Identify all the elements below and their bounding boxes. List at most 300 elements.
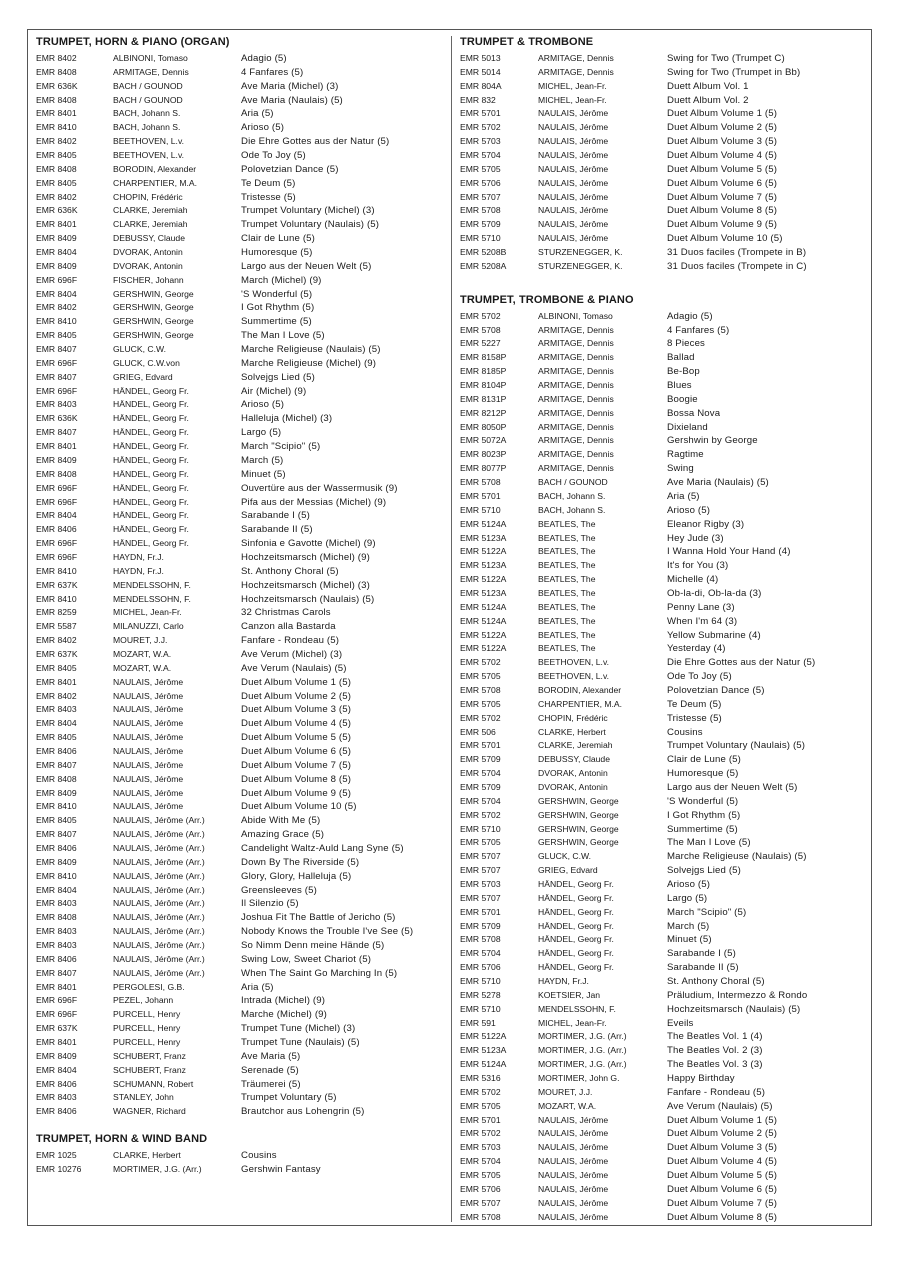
composer: NAULAIS, Jérôme bbox=[113, 787, 184, 798]
work-title: Tristesse (5) bbox=[241, 191, 296, 203]
composer: NAULAIS, Jérôme (Arr.) bbox=[113, 856, 205, 867]
catalog-row bbox=[36, 274, 446, 288]
work-title: March (Michel) (9) bbox=[241, 274, 322, 286]
catalog-number: EMR 8409 bbox=[36, 856, 77, 867]
catalog-row bbox=[36, 149, 446, 163]
catalog-number: EMR 5710 bbox=[460, 504, 501, 515]
work-title: Duet Album Volume 4 (5) bbox=[667, 150, 778, 162]
work-title: Duet Album Volume 8 (5) bbox=[667, 1211, 778, 1223]
work-title: Trumpet Voluntary (Naulais) (5) bbox=[667, 740, 806, 752]
catalog-number: EMR 5122A bbox=[460, 574, 507, 585]
work-title: Te Deum (5) bbox=[667, 698, 722, 710]
catalog-row bbox=[460, 573, 865, 587]
catalog-row bbox=[460, 365, 865, 379]
composer: NAULAIS, Jérôme (Arr.) bbox=[113, 870, 205, 881]
work-title: Largo (5) bbox=[667, 892, 708, 904]
catalog-row bbox=[36, 953, 446, 967]
composer: NAULAIS, Jérôme bbox=[538, 233, 609, 244]
composer: NAULAIS, Jérôme bbox=[538, 219, 609, 230]
work-title: Träumerei (5) bbox=[241, 1078, 301, 1090]
composer: NAULAIS, Jérôme bbox=[538, 1128, 609, 1139]
work-title: St. Anthony Choral (5) bbox=[241, 565, 339, 577]
composer: ARMITAGE, Dennis bbox=[538, 53, 614, 63]
composer: BACH, Johann S. bbox=[538, 490, 606, 501]
work-title: Amazing Grace (5) bbox=[241, 829, 325, 841]
catalog-row bbox=[460, 629, 865, 643]
work-title: Duet Album Volume 1 (5) bbox=[241, 676, 352, 688]
catalog-number: EMR 5122A bbox=[460, 546, 507, 557]
catalog-number: EMR 8405 bbox=[36, 662, 77, 673]
composer: ARMITAGE, Dennis bbox=[113, 66, 189, 77]
catalog-row bbox=[36, 163, 446, 177]
catalog-number: EMR 8407 bbox=[36, 344, 77, 355]
catalog-number: EMR 5702 bbox=[460, 1128, 501, 1139]
catalog-number: EMR 8406 bbox=[36, 842, 77, 853]
catalog-row bbox=[36, 745, 446, 759]
composer: PURCELL, Henry bbox=[113, 1023, 181, 1034]
work-title: Duet Album Volume 9 (5) bbox=[667, 219, 778, 231]
catalog-row bbox=[460, 337, 865, 351]
catalog-row bbox=[36, 94, 446, 108]
catalog-number: EMR 5703 bbox=[460, 136, 501, 147]
catalog-row bbox=[460, 559, 865, 573]
composer: NAULAIS, Jérôme (Arr.) bbox=[113, 898, 205, 909]
work-title: Ave Maria (Naulais) (5) bbox=[667, 477, 769, 489]
work-title: Summertime (5) bbox=[241, 316, 312, 328]
catalog-list bbox=[460, 310, 865, 1225]
catalog-row bbox=[460, 836, 865, 850]
catalog-row bbox=[460, 906, 865, 920]
catalog-number: EMR 5122A bbox=[460, 629, 507, 640]
work-title: Ob-la-di, Ob-la-da (3) bbox=[667, 587, 762, 599]
composer: ARMITAGE, Dennis bbox=[538, 352, 614, 363]
catalog-row bbox=[460, 920, 865, 934]
composer: HÄNDEL, Georg Fr. bbox=[113, 496, 189, 507]
composer: HÄNDEL, Georg Fr. bbox=[113, 427, 189, 438]
work-title: March (5) bbox=[241, 454, 284, 466]
work-title: Brautchor aus Lohengrin (5) bbox=[241, 1106, 365, 1118]
catalog-row bbox=[36, 648, 446, 662]
composer: NAULAIS, Jérôme bbox=[538, 205, 609, 216]
work-title: Swing for Two (Trumpet C) bbox=[667, 53, 785, 64]
composer: HAYDN, Fr.J. bbox=[113, 551, 164, 562]
catalog-number: EMR 8407 bbox=[36, 967, 77, 978]
work-title: Marche Religieuse (Naulais) (5) bbox=[667, 851, 807, 863]
catalog-row bbox=[460, 421, 865, 435]
catalog-number: EMR 5208A bbox=[460, 260, 507, 271]
work-title: 4 Fanfares (5) bbox=[667, 324, 730, 336]
composer: NAULAIS, Jérôme bbox=[538, 163, 609, 174]
catalog-row bbox=[460, 324, 865, 338]
work-title: Penny Lane (3) bbox=[667, 601, 735, 613]
work-title: Ouvertüre aus der Wassermusik (9) bbox=[241, 482, 398, 494]
catalog-row bbox=[460, 532, 865, 546]
catalog-row bbox=[36, 773, 446, 787]
left-column bbox=[36, 35, 446, 1177]
composer: MOURET, J.J. bbox=[538, 1086, 593, 1097]
catalog-number: EMR 8407 bbox=[36, 427, 77, 438]
catalog-row bbox=[36, 1105, 446, 1119]
work-title: Arioso (5) bbox=[241, 399, 285, 411]
work-title: Trumpet Tune (Naulais) (5) bbox=[241, 1037, 360, 1049]
catalog-row bbox=[36, 191, 446, 205]
catalog-row bbox=[36, 66, 446, 80]
composer: NAULAIS, Jérôme bbox=[113, 718, 184, 729]
catalog-number: EMR 5705 bbox=[460, 163, 501, 174]
catalog-row bbox=[36, 994, 446, 1008]
composer: NAULAIS, Jérôme (Arr.) bbox=[113, 842, 205, 853]
catalog-number: EMR 5124A bbox=[460, 518, 507, 529]
catalog-row bbox=[36, 690, 446, 704]
catalog-row bbox=[36, 1149, 446, 1163]
catalog-number: EMR 5702 bbox=[460, 1086, 501, 1097]
catalog-number: EMR 8403 bbox=[36, 399, 77, 410]
work-title: Duet Album Volume 5 (5) bbox=[241, 732, 352, 744]
composer: DVORAK, Antonin bbox=[113, 247, 183, 258]
right-column bbox=[460, 35, 865, 1224]
catalog-number: EMR 8408 bbox=[36, 66, 77, 77]
catalog-row bbox=[36, 177, 446, 191]
composer: BACH, Johann S. bbox=[113, 122, 181, 133]
composer: BEATLES, The bbox=[538, 532, 596, 543]
work-title: Duet Album Volume 10 (5) bbox=[667, 233, 783, 245]
composer: MOZART, W.A. bbox=[113, 662, 172, 673]
catalog-row bbox=[36, 246, 446, 260]
catalog-number: EMR 8212P bbox=[460, 407, 507, 418]
work-title: 32 Christmas Carols bbox=[241, 607, 331, 619]
composer: ARMITAGE, Dennis bbox=[538, 407, 614, 418]
catalog-number: EMR 8402 bbox=[36, 191, 77, 202]
work-title: Ave Maria (5) bbox=[241, 1050, 301, 1062]
catalog-number: EMR 8259 bbox=[36, 607, 77, 618]
catalog-number: EMR 8131P bbox=[460, 393, 507, 404]
catalog-number: EMR 8410 bbox=[36, 316, 77, 327]
composer: GERSHWIN, George bbox=[113, 316, 194, 327]
composer: STURZENEGGER, K. bbox=[538, 260, 623, 271]
composer: CHARPENTIER, M.A. bbox=[113, 177, 198, 188]
catalog-row bbox=[460, 1058, 865, 1072]
work-title: Duet Album Volume 8 (5) bbox=[241, 773, 352, 785]
composer: BEATLES, The bbox=[538, 518, 596, 529]
catalog-row bbox=[36, 787, 446, 801]
catalog-number: EMR 5710 bbox=[460, 823, 501, 834]
catalog-number: EMR 8408 bbox=[36, 773, 77, 784]
catalog-number: EMR 8406 bbox=[36, 953, 77, 964]
catalog-number: EMR 8409 bbox=[36, 1050, 77, 1061]
catalog-number: EMR 5707 bbox=[460, 851, 501, 862]
work-title: Hochzeitsmarsch (Michel) (9) bbox=[241, 551, 370, 563]
catalog-number: EMR 8409 bbox=[36, 260, 77, 271]
catalog-number: EMR 5227 bbox=[460, 338, 501, 349]
catalog-row bbox=[460, 739, 865, 753]
work-title: Duett Album Vol. 2 bbox=[667, 94, 749, 106]
work-title: Ave Maria (Michel) (3) bbox=[241, 80, 339, 92]
catalog-number: EMR 8407 bbox=[36, 829, 77, 840]
catalog-row bbox=[460, 712, 865, 726]
composer: HÄNDEL, Georg Fr. bbox=[538, 892, 614, 903]
catalog-number: EMR 636K bbox=[36, 413, 78, 424]
catalog-row bbox=[460, 476, 865, 490]
composer: HÄNDEL, Georg Fr. bbox=[538, 948, 614, 959]
composer: HÄNDEL, Georg Fr. bbox=[113, 510, 189, 521]
catalog-number: EMR 5706 bbox=[460, 962, 501, 973]
work-title: It's for You (3) bbox=[667, 560, 729, 572]
catalog-number: EMR 1025 bbox=[36, 1150, 77, 1161]
work-title: I Got Rhythm (5) bbox=[241, 302, 315, 314]
catalog-number: EMR 5702 bbox=[460, 657, 501, 668]
catalog-row bbox=[36, 52, 446, 66]
catalog-row bbox=[36, 454, 446, 468]
composer: SCHUBERT, Franz bbox=[113, 1064, 186, 1075]
composer: HÄNDEL, Georg Fr. bbox=[538, 934, 614, 945]
catalog-row bbox=[36, 967, 446, 981]
work-title: Hochzeitsmarsch (Naulais) (5) bbox=[667, 1003, 801, 1015]
catalog-row bbox=[36, 925, 446, 939]
work-title: Marche Religieuse (Michel) (9) bbox=[241, 357, 377, 369]
catalog-number: EMR 5707 bbox=[460, 865, 501, 876]
catalog-row bbox=[460, 684, 865, 698]
work-title: Ballad bbox=[667, 352, 695, 364]
catalog-row bbox=[460, 1003, 865, 1017]
catalog-row bbox=[36, 800, 446, 814]
work-title: Down By The Riverside (5) bbox=[241, 856, 360, 868]
composer: CLARKE, Herbert bbox=[538, 726, 606, 737]
catalog-number: EMR 5124A bbox=[460, 615, 507, 626]
composer: BEATLES, The bbox=[538, 574, 596, 585]
work-title: Duet Album Volume 2 (5) bbox=[667, 122, 778, 134]
composer: HÄNDEL, Georg Fr. bbox=[113, 441, 189, 452]
work-title: Duet Album Volume 6 (5) bbox=[667, 177, 778, 189]
catalog-row bbox=[460, 642, 865, 656]
composer: DVORAK, Antonin bbox=[113, 260, 183, 271]
composer: GRIEG, Edvard bbox=[113, 371, 173, 382]
catalog-number: EMR 8023P bbox=[460, 449, 507, 460]
composer: NAULAIS, Jérôme bbox=[538, 136, 609, 147]
composer: MORTIMER, J.G. (Arr.) bbox=[113, 1164, 202, 1175]
catalog-number: EMR 5072A bbox=[460, 435, 507, 446]
catalog-row bbox=[460, 1044, 865, 1058]
catalog-row bbox=[460, 434, 865, 448]
composer: HÄNDEL, Georg Fr. bbox=[538, 962, 614, 973]
work-title: Sarabande II (5) bbox=[667, 962, 739, 974]
composer: BORODIN, Alexander bbox=[113, 163, 197, 174]
catalog-row bbox=[36, 565, 446, 579]
work-title: Fanfare - Rondeau (5) bbox=[667, 1086, 766, 1098]
catalog-number: EMR 5702 bbox=[460, 310, 501, 321]
composer: HÄNDEL, Georg Fr. bbox=[113, 524, 189, 535]
work-title: Blues bbox=[667, 380, 692, 392]
catalog-number: EMR 696F bbox=[36, 1009, 78, 1020]
catalog-number: EMR 804A bbox=[460, 80, 502, 91]
catalog-number: EMR 8406 bbox=[36, 1106, 77, 1117]
catalog-number: EMR 637K bbox=[36, 1023, 78, 1034]
work-title: Duet Album Volume 1 (5) bbox=[667, 108, 778, 120]
catalog-row bbox=[36, 301, 446, 315]
catalog-number: EMR 5708 bbox=[460, 684, 501, 695]
composer: MORTIMER, J.G. (Arr.) bbox=[538, 1045, 627, 1056]
composer: NAULAIS, Jérôme (Arr.) bbox=[113, 815, 205, 826]
work-title: Candelight Waltz-Auld Lang Syne (5) bbox=[241, 842, 404, 854]
composer: NAULAIS, Jérôme (Arr.) bbox=[113, 940, 205, 950]
composer: BACH / GOUNOD bbox=[113, 80, 183, 91]
work-title: 'S Wonderful (5) bbox=[241, 288, 313, 300]
catalog-number: EMR 5701 bbox=[460, 108, 501, 119]
catalog-row bbox=[460, 670, 865, 684]
work-title: Summertime (5) bbox=[667, 823, 738, 835]
catalog-row bbox=[460, 1017, 865, 1031]
catalog-number: EMR 8403 bbox=[36, 898, 77, 909]
work-title: Ode To Joy (5) bbox=[667, 671, 732, 683]
work-title: When The Saint Go Marching In (5) bbox=[241, 967, 398, 979]
work-title: Intrada (Michel) (9) bbox=[241, 995, 326, 1007]
catalog-number: EMR 5709 bbox=[460, 781, 501, 792]
composer: CLARKE, Jeremiah bbox=[113, 205, 188, 216]
work-title: Sarabande I (5) bbox=[667, 948, 736, 960]
catalog-row bbox=[36, 357, 446, 371]
catalog-row bbox=[36, 496, 446, 510]
column-divider bbox=[451, 36, 452, 1222]
composer: HÄNDEL, Georg Fr. bbox=[113, 468, 189, 479]
catalog-row bbox=[460, 1141, 865, 1155]
composer: PERGOLESI, G.B. bbox=[113, 981, 185, 992]
work-title: Largo aus der Neuen Welt (5) bbox=[667, 781, 798, 793]
composer: NAULAIS, Jérôme bbox=[538, 1114, 609, 1125]
catalog-number: EMR 636K bbox=[36, 205, 78, 216]
catalog-row bbox=[460, 1072, 865, 1086]
composer: NAULAIS, Jérôme (Arr.) bbox=[113, 967, 205, 978]
catalog-row bbox=[460, 601, 865, 615]
composer: NAULAIS, Jérôme (Arr.) bbox=[113, 829, 205, 840]
catalog-row bbox=[460, 781, 865, 795]
catalog-number: EMR 5705 bbox=[460, 1170, 501, 1181]
catalog-list bbox=[36, 52, 446, 1119]
catalog-number: EMR 5705 bbox=[460, 1100, 501, 1111]
catalog-row bbox=[460, 1183, 865, 1197]
work-title: Polovetzian Dance (5) bbox=[667, 684, 765, 696]
work-title: 4 Fanfares (5) bbox=[241, 66, 304, 78]
catalog-row bbox=[36, 842, 446, 856]
catalog-row bbox=[36, 593, 446, 607]
composer: NAULAIS, Jérôme bbox=[538, 108, 609, 119]
catalog-number: EMR 696F bbox=[36, 482, 78, 493]
composer: NAULAIS, Jérôme (Arr.) bbox=[113, 884, 205, 895]
work-title: Gershwin by George bbox=[667, 435, 758, 447]
catalog-row bbox=[36, 385, 446, 399]
work-title: Sinfonia e Gavotte (Michel) (9) bbox=[241, 538, 376, 550]
composer: STURZENEGGER, K. bbox=[538, 247, 623, 258]
catalog-number: EMR 5124A bbox=[460, 601, 507, 612]
work-title: 31 Duos faciles (Trompete in B) bbox=[667, 247, 807, 259]
composer: ARMITAGE, Dennis bbox=[538, 463, 614, 474]
work-title: Eveils bbox=[667, 1017, 694, 1029]
composer: MICHEL, Jean-Fr. bbox=[538, 94, 607, 105]
catalog-row bbox=[36, 884, 446, 898]
catalog-number: EMR 8403 bbox=[36, 1092, 77, 1103]
work-title: Polovetzian Dance (5) bbox=[241, 163, 339, 175]
catalog-number: EMR 5706 bbox=[460, 177, 501, 188]
catalog-number: EMR 696F bbox=[36, 995, 78, 1006]
work-title: Clair de Lune (5) bbox=[667, 754, 742, 766]
composer: NAULAIS, Jérôme bbox=[538, 191, 609, 202]
work-title: Dixieland bbox=[667, 421, 708, 433]
composer: MENDELSSOHN, F. bbox=[113, 593, 191, 604]
work-title: Duet Album Volume 3 (5) bbox=[667, 136, 778, 148]
composer: ARMITAGE, Dennis bbox=[538, 338, 614, 349]
catalog-row bbox=[36, 939, 446, 953]
composer: BEATLES, The bbox=[538, 587, 596, 598]
work-title: Duet Album Volume 7 (5) bbox=[241, 759, 352, 771]
composer: SCHUMANN, Robert bbox=[113, 1078, 194, 1089]
catalog-row bbox=[36, 523, 446, 537]
composer: ARMITAGE, Dennis bbox=[538, 421, 614, 432]
catalog-row bbox=[36, 218, 446, 232]
catalog-number: EMR 5709 bbox=[460, 920, 501, 931]
work-title: Trumpet Voluntary (Naulais) (5) bbox=[241, 219, 380, 231]
composer: GERSHWIN, George bbox=[113, 302, 194, 313]
composer: MOZART, W.A. bbox=[538, 1100, 597, 1111]
composer: DEBUSSY, Claude bbox=[538, 754, 610, 765]
catalog-number: EMR 5710 bbox=[460, 233, 501, 244]
catalog-row bbox=[36, 398, 446, 412]
catalog-number: EMR 8401 bbox=[36, 219, 77, 230]
catalog-row bbox=[36, 676, 446, 690]
composer: CLARKE, Jeremiah bbox=[538, 740, 613, 751]
composer: ARMITAGE, Dennis bbox=[538, 435, 614, 446]
catalog-number: EMR 5587 bbox=[36, 621, 77, 632]
composer: SCHUBERT, Franz bbox=[113, 1050, 186, 1061]
composer: NAULAIS, Jérôme bbox=[538, 1170, 609, 1181]
catalog-row bbox=[460, 260, 865, 274]
catalog-row bbox=[36, 1078, 446, 1092]
work-title: Ode To Joy (5) bbox=[241, 150, 306, 162]
catalog-number: EMR 5702 bbox=[460, 712, 501, 723]
work-title: The Beatles Vol. 2 (3) bbox=[667, 1045, 763, 1057]
composer: MICHEL, Jean-Fr. bbox=[113, 607, 182, 618]
catalog-number: EMR 832 bbox=[460, 94, 496, 105]
composer: HÄNDEL, Georg Fr. bbox=[538, 920, 614, 931]
catalog-row bbox=[460, 107, 865, 121]
catalog-row bbox=[36, 759, 446, 773]
catalog-number: EMR 8410 bbox=[36, 593, 77, 604]
catalog-number: EMR 8408 bbox=[36, 163, 77, 174]
composer: GERSHWIN, George bbox=[113, 330, 194, 341]
work-title: Yellow Submarine (4) bbox=[667, 629, 761, 641]
work-title: Adagio (5) bbox=[667, 310, 713, 322]
composer: BEETHOVEN, L.v. bbox=[538, 671, 609, 682]
composer: CLARKE, Jeremiah bbox=[113, 219, 188, 230]
composer: BACH / GOUNOD bbox=[113, 94, 183, 105]
catalog-row bbox=[460, 1030, 865, 1044]
catalog-row bbox=[460, 656, 865, 670]
work-title: Adagio (5) bbox=[241, 53, 287, 64]
composer: HAYDN, Fr.J. bbox=[113, 565, 164, 576]
catalog-number: EMR 8403 bbox=[36, 704, 77, 715]
composer: HÄNDEL, Georg Fr. bbox=[113, 385, 189, 396]
catalog-number: EMR 8104P bbox=[460, 380, 507, 391]
catalog-number: EMR 8402 bbox=[36, 302, 77, 313]
catalog-number: EMR 5701 bbox=[460, 1114, 501, 1125]
catalog-row bbox=[36, 981, 446, 995]
composer: BORODIN, Alexander bbox=[538, 684, 622, 695]
catalog-number: EMR 8404 bbox=[36, 1064, 77, 1075]
composer: HÄNDEL, Georg Fr. bbox=[538, 906, 614, 917]
catalog-row bbox=[460, 393, 865, 407]
catalog-number: EMR 8410 bbox=[36, 801, 77, 812]
work-title: March (5) bbox=[667, 920, 710, 932]
composer: ARMITAGE, Dennis bbox=[538, 324, 614, 335]
composer: BACH / GOUNOD bbox=[538, 477, 608, 488]
section-title: TRUMPET, HORN & PIANO (ORGAN) bbox=[36, 36, 230, 48]
